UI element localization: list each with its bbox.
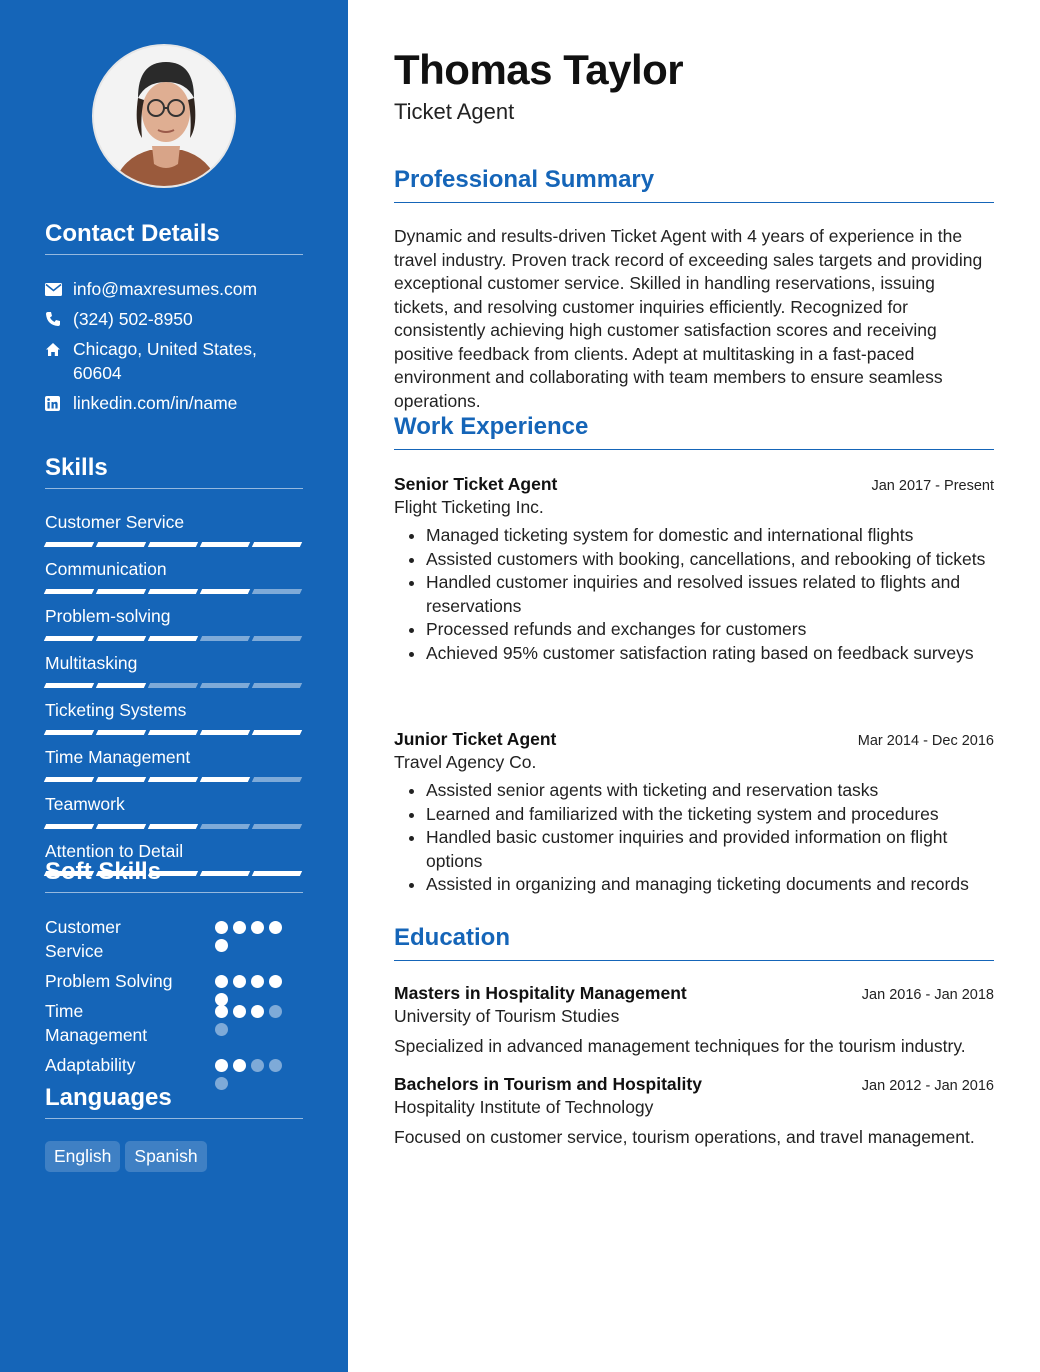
skill-level-bar — [45, 636, 303, 641]
skill-level-segment — [200, 589, 250, 594]
job-dates: Jan 2017 - Present — [871, 478, 994, 494]
job-bullets — [394, 779, 994, 897]
contact-linkedin[interactable] — [45, 391, 303, 415]
school-name: Hospitality Institute of Technology — [394, 1097, 654, 1117]
location-line2: 60604 — [73, 363, 122, 383]
soft-skill-name-line2: Management — [45, 1025, 148, 1045]
rating-dot — [269, 975, 282, 988]
skill-level-bar — [45, 589, 303, 594]
skill-level-segment — [200, 636, 250, 641]
skill-level-segment — [200, 683, 250, 688]
rating-dot — [251, 975, 264, 988]
skill-name: Teamwork — [45, 794, 125, 814]
skill-level-segment — [96, 777, 146, 782]
skill-name: Communication — [45, 559, 167, 579]
skill-name: Attention to Detail — [45, 841, 184, 861]
education-title: Education — [394, 924, 994, 961]
soft-skill-rating — [215, 1005, 287, 1036]
skill-level-segment — [44, 683, 94, 688]
language-pill: Spanish — [125, 1141, 206, 1172]
skill-item — [45, 793, 303, 829]
rating-dot — [215, 939, 228, 952]
soft-skill-name-line2: Service — [45, 941, 104, 961]
skill-level-bar — [45, 683, 303, 688]
linkedin-icon — [45, 391, 73, 415]
job-bullet: • Handled customer inquiries and resolved issues related to flights and reservations — [426, 571, 994, 618]
skill-level-segment — [96, 683, 146, 688]
education-entry — [394, 1074, 994, 1149]
skill-level-segment — [96, 589, 146, 594]
rating-dot — [215, 1059, 228, 1072]
rating-dot — [251, 1005, 264, 1018]
skill-item — [45, 652, 303, 688]
skill-level-segment — [44, 542, 94, 547]
skill-level-segment — [44, 589, 94, 594]
experience-title: Work Experience — [394, 413, 994, 450]
skill-level-segment — [252, 636, 302, 641]
skill-level-segment — [252, 683, 302, 688]
skill-level-segment — [148, 589, 198, 594]
rating-dot — [215, 921, 228, 934]
skill-level-segment — [96, 824, 146, 829]
job-bullet: • Assisted senior agents with ticketing and reservation tasks — [426, 779, 994, 803]
job-bullet: • Assisted customers with booking, cancellations, and rebooking of tickets — [426, 548, 994, 572]
skill-level-segment — [200, 777, 250, 782]
soft-skill-rating — [215, 921, 287, 952]
job-title: Junior Ticket Agent — [394, 729, 557, 749]
rating-dot — [233, 1059, 246, 1072]
skill-name: Problem-solving — [45, 606, 171, 626]
education-dates: Jan 2012 - Jan 2016 — [861, 1078, 994, 1094]
skill-level-segment — [96, 636, 146, 641]
rating-dot — [215, 975, 228, 988]
education-entry — [394, 983, 994, 1058]
skill-level-segment — [148, 824, 198, 829]
summary-title: Professional Summary — [394, 166, 994, 203]
skill-level-bar — [45, 730, 303, 735]
candidate-role: Ticket Agent — [394, 99, 515, 124]
skill-level-segment — [44, 636, 94, 641]
candidate-name: Thomas Taylor — [394, 46, 684, 93]
skill-item — [45, 511, 303, 547]
skill-level-segment — [44, 777, 94, 782]
degree-title: Masters in Hospitality Management — [394, 983, 687, 1003]
job-entry — [394, 474, 994, 665]
home-icon — [45, 337, 73, 361]
education-dates: Jan 2016 - Jan 2018 — [861, 987, 994, 1003]
skill-level-segment — [148, 777, 198, 782]
job-title: Senior Ticket Agent — [394, 474, 558, 494]
rating-dot — [269, 1005, 282, 1018]
location-line1: Chicago, United States, — [73, 339, 257, 359]
job-dates: Mar 2014 - Dec 2016 — [857, 733, 994, 749]
phone-text: (324) 502-8950 — [73, 309, 193, 329]
sidebar — [0, 0, 348, 1372]
job-bullet: • Managed ticketing system for domestic and international flights — [426, 524, 994, 548]
phone-icon — [45, 307, 73, 331]
skill-level-segment — [44, 730, 94, 735]
school-name: University of Tourism Studies — [394, 1006, 620, 1026]
avatar — [92, 44, 236, 188]
skill-level-segment — [252, 824, 302, 829]
skill-level-bar — [45, 777, 303, 782]
skill-name: Multitasking — [45, 653, 138, 673]
rating-dot — [233, 975, 246, 988]
languages-section — [45, 1084, 303, 1172]
profile-photo — [94, 46, 236, 188]
degree-title: Bachelors in Tourism and Hospitality — [394, 1074, 702, 1094]
job-company: Flight Ticketing Inc. — [394, 497, 544, 517]
language-pill: English — [45, 1141, 120, 1172]
job-bullet: • Assisted in organizing and managing ticketing documents and records — [426, 873, 994, 897]
soft-skills-section — [45, 858, 303, 1083]
soft-skill-row — [45, 1053, 303, 1083]
soft-skill-row — [45, 915, 303, 969]
rating-dot — [251, 921, 264, 934]
education-description: Specialized in advanced management techniques for the tourism industry. — [394, 1036, 966, 1056]
skill-name: Customer Service — [45, 512, 185, 532]
skill-level-segment — [200, 730, 250, 735]
rating-dot — [215, 1023, 228, 1036]
skill-level-segment — [148, 636, 198, 641]
rating-dot — [233, 1005, 246, 1018]
contact-email[interactable] — [45, 277, 303, 301]
skill-level-segment — [96, 730, 146, 735]
job-bullet: • Learned and familiarized with the ticketing system and procedures — [426, 803, 994, 827]
job-bullet: • Processed refunds and exchanges for customers — [426, 618, 994, 642]
linkedin-text: linkedin.com/in/name — [73, 393, 238, 413]
soft-skill-name: Adaptability — [45, 1055, 136, 1075]
contact-title: Contact Details — [45, 220, 303, 255]
soft-skill-row — [45, 999, 303, 1053]
soft-skill-name: Customer — [45, 917, 121, 937]
soft-skill-name: Problem Solving — [45, 971, 173, 991]
skill-level-segment — [252, 730, 302, 735]
summary-text: Dynamic and results-driven Ticket Agent with 4 years of experience in the travel industry. Proven track record of exceeding sales targets and providing exceptional customer service. Skilled in handling reservations, issuing tickets, and resolving customer inquiries efficiently. Recognized for consistently achieving high customer satisfaction scores and receiving positive feedback from clients. Adept at multitasking in a fast-paced environment and collaborating with team members to ensure seamless operations. — [394, 226, 983, 411]
soft-skills-title: Soft Skills — [45, 858, 303, 893]
skill-level-segment — [96, 542, 146, 547]
rating-dot — [269, 921, 282, 934]
contact-location — [45, 337, 303, 385]
skill-level-segment — [148, 730, 198, 735]
job-entry — [394, 729, 994, 897]
job-bullet: • Achieved 95% customer satisfaction rating based on feedback surveys — [426, 642, 994, 666]
rating-dot — [233, 921, 246, 934]
rating-dot — [269, 1059, 282, 1072]
soft-skill-row — [45, 969, 303, 999]
skill-level-segment — [44, 824, 94, 829]
skill-level-bar — [45, 542, 303, 547]
skill-level-segment — [252, 542, 302, 547]
skill-item — [45, 746, 303, 782]
education-description: Focused on customer service, tourism operations, and travel management. — [394, 1127, 975, 1147]
rating-dot — [215, 1005, 228, 1018]
skill-name: Ticketing Systems — [45, 700, 187, 720]
skill-level-segment — [148, 683, 198, 688]
skills-section — [45, 454, 303, 887]
skill-level-segment — [200, 824, 250, 829]
rating-dot — [251, 1059, 264, 1072]
email-text: info@maxresumes.com — [73, 279, 258, 299]
skills-title: Skills — [45, 454, 303, 489]
envelope-icon — [45, 277, 73, 301]
skill-item — [45, 558, 303, 594]
contact-section — [45, 220, 303, 415]
skill-item — [45, 605, 303, 641]
job-bullet: • Handled basic customer inquiries and provided information on flight options — [426, 826, 994, 873]
skill-item — [45, 699, 303, 735]
contact-phone[interactable] — [45, 307, 303, 331]
languages-title: Languages — [45, 1084, 303, 1119]
soft-skill-name: Time — [45, 1001, 84, 1021]
skill-level-bar — [45, 824, 303, 829]
skill-level-segment — [200, 542, 250, 547]
skill-level-segment — [252, 777, 302, 782]
skill-level-segment — [148, 542, 198, 547]
skill-name: Time Management — [45, 747, 191, 767]
skill-level-segment — [252, 589, 302, 594]
job-bullets — [394, 524, 994, 665]
job-company: Travel Agency Co. — [394, 752, 537, 772]
